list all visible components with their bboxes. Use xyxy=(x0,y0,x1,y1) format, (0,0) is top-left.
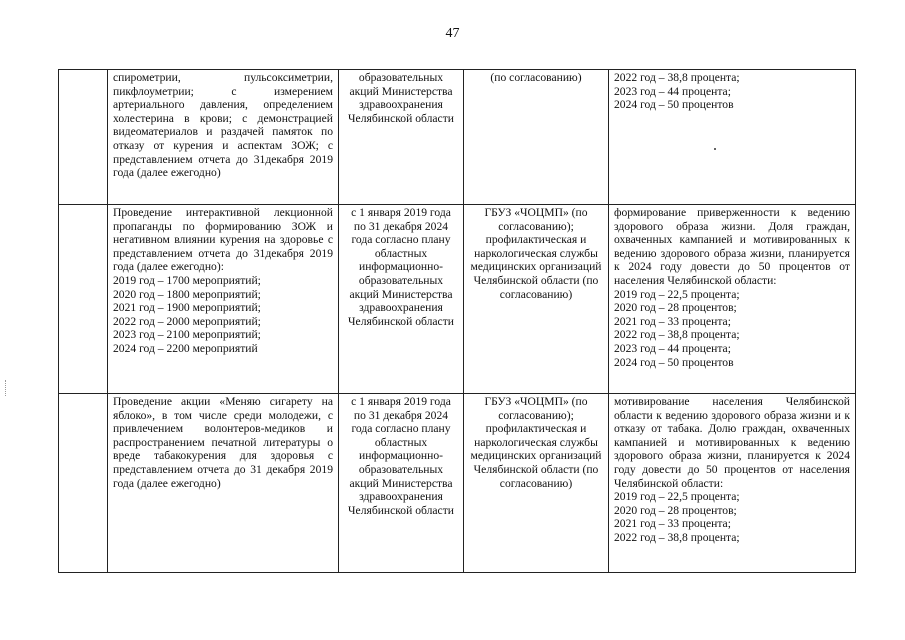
result-line: 2023 год – 44 процента; xyxy=(614,341,731,355)
result-line: 2019 год – 22,5 процента; xyxy=(614,287,740,301)
result-line: 2024 год – 50 процентов xyxy=(614,98,734,112)
result-line: 2024 год – 50 процентов xyxy=(614,355,734,369)
result-line: 2019 год – 22,5 процента; xyxy=(614,490,740,504)
measure-text: Проведение интерактивной лекционной пропаганды по формированию ЗОЖ и негативном влиянии курения на здоровье с представлением отчета до 31декабря 2019 года (далее ежегодно): xyxy=(113,206,333,274)
executor-cell xyxy=(464,394,609,573)
result-line: 2021 год – 33 процента; xyxy=(614,314,731,328)
executor-text: ГБУЗ «ЧОЦМП» (по согласованию); профилактическая и наркологическая службы медицинских организаций Челябинской области (по согласованию) xyxy=(470,206,602,301)
period-text: образовательных акций Министерства здравоохранения Челябинской области xyxy=(348,71,454,125)
result-cell xyxy=(609,70,856,205)
executor-text: ГБУЗ «ЧОЦМП» (по согласованию); профилактическая и наркологическая службы медицинских организаций Челябинской области (по согласованию) xyxy=(470,395,602,490)
result-line: 2022 год – 38,8 процента; xyxy=(614,71,740,84)
row-number-cell xyxy=(59,205,108,394)
result-cell xyxy=(609,205,856,394)
measure-line: 2019 год – 1700 мероприятий; xyxy=(113,273,261,287)
measure-line: 2020 год – 1800 мероприятий; xyxy=(113,287,261,301)
result-cell xyxy=(609,394,856,573)
measures-table xyxy=(58,69,856,573)
measure-text: Проведение акции «Меняю сигарету на яблоко», в том числе среди молодежи, с привлечением волонтеров-медиков и распространением печатной литературы о вреде табакокурения для здоровья с представлением отчета до 31 декабря 2019 года (далее ежегодно) xyxy=(113,395,333,490)
result-text: мотивирование населения Челябинской области к ведению здорового образа жизни и к отказу от табака. Долю граждан, охваченных кампанией и мотивированных к ведению здорового образа жизни, планируется к 2024 году довести до 50 процентов от населения Челябинской области: xyxy=(614,395,850,490)
scan-speck xyxy=(714,148,716,150)
period-cell xyxy=(339,205,464,394)
result-line: 2020 год – 28 процентов; xyxy=(614,503,737,517)
result-line: 2022 год – 38,8 процента; xyxy=(614,328,740,342)
measure-line: 2021 год – 1900 мероприятий; xyxy=(113,301,261,315)
period-cell xyxy=(339,70,464,205)
result-line: 2021 год – 33 процента; xyxy=(614,517,731,531)
result-line: 2023 год – 44 процента; xyxy=(614,84,731,98)
measure-line: 2022 год – 2000 мероприятий; xyxy=(113,314,261,328)
measure-line: 2023 год – 2100 мероприятий; xyxy=(113,328,261,342)
page-number: 47 xyxy=(445,26,460,41)
row-number-cell xyxy=(59,394,108,573)
measure-text: спирометрии, пульсоксиметрии, пикфлоуметрии; с измерением артериального давления, определением холестерина в крови; с демонстрацией видеоматериалов и раздачей памяток по отказу от курения и аспектам ЗОЖ; с представлением отчета до 31декабря 2019 года (далее ежегодно) xyxy=(113,71,333,180)
result-text: формирование приверженности к ведению здорового образа жизни. Доля граждан, охваченных кампанией и мотивированных к ведению здорового образа жизни, планируется к 2024 году довести до 50 процентов от населения Челябинской области: xyxy=(614,206,850,287)
executor-cell xyxy=(464,205,609,394)
measure-cell xyxy=(108,70,339,205)
table-row xyxy=(59,70,856,205)
measure-cell xyxy=(108,394,339,573)
period-text: с 1 января 2019 года по 31 декабря 2024 года согласно плану областных информационно-образовательных акций Министерства здравоохранения Челябинской области xyxy=(348,206,454,328)
executor-text: (по согласованию) xyxy=(490,71,582,84)
result-line: 2022 год – 38,8 процента; xyxy=(614,530,740,544)
margin-mark xyxy=(5,380,7,396)
result-line: 2020 год – 28 процентов; xyxy=(614,301,737,315)
row-number-cell xyxy=(59,70,108,205)
measure-cell xyxy=(108,205,339,394)
period-text: с 1 января 2019 года по 31 декабря 2024 года согласно плану областных информационно-образовательных акций Министерства здравоохранения Челябинской области xyxy=(348,395,454,517)
period-cell xyxy=(339,394,464,573)
table-row xyxy=(59,205,856,394)
executor-cell xyxy=(464,70,609,205)
measure-line: 2024 год – 2200 мероприятий xyxy=(113,341,258,355)
table-row xyxy=(59,394,856,573)
